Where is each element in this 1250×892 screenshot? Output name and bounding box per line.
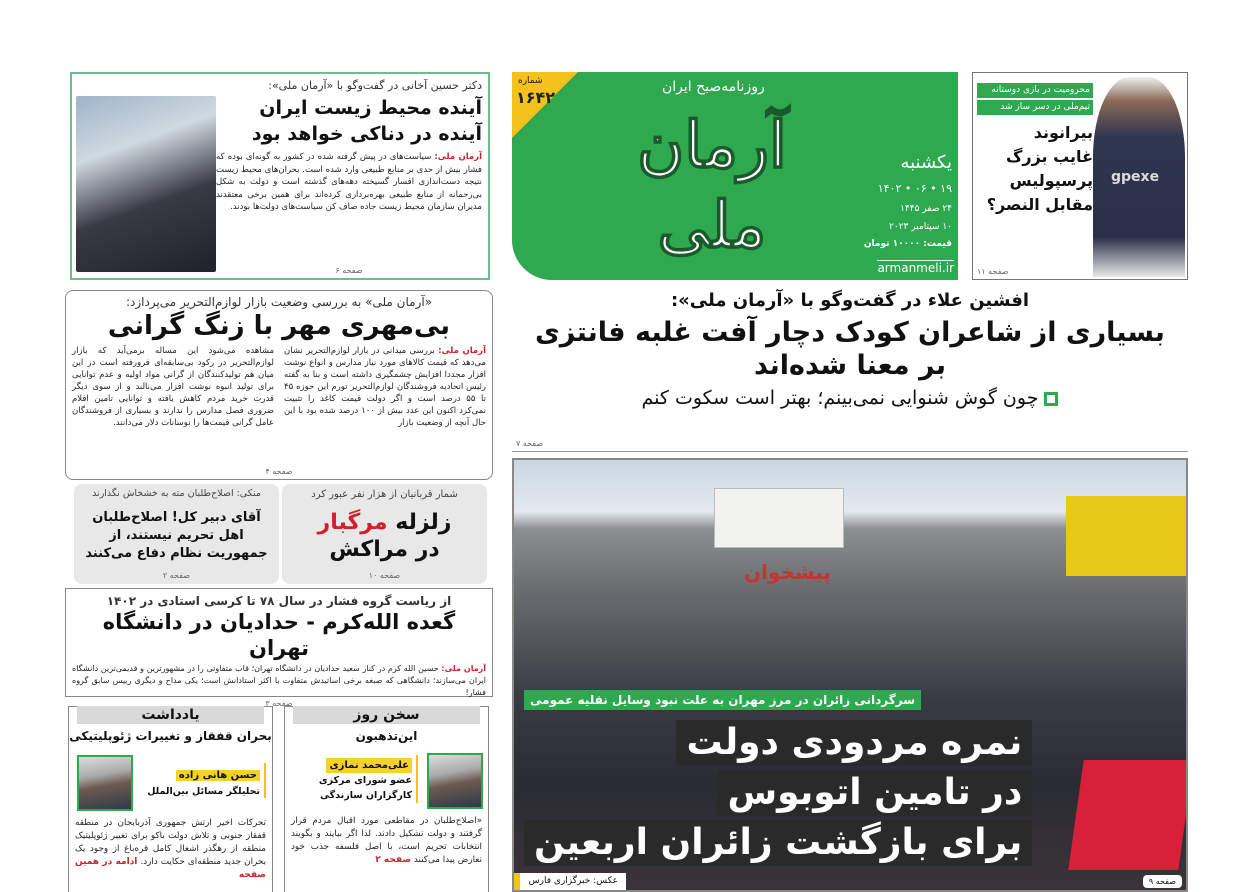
kicker: منکی: اصلاح‌طلبان مته به خشخاش نگذارند [92, 488, 261, 499]
page-ref[interactable]: صفحه ۲ [162, 571, 191, 580]
subhead: چون گوش شنوایی نمی‌بینم؛ بهتر است سکوت کنم [641, 387, 1039, 409]
morocco-quake-box[interactable] [282, 484, 487, 584]
page-ref[interactable]: صفحه ۱۱ [977, 267, 1009, 276]
beiranvand-box[interactable] [972, 72, 1188, 280]
title[interactable]: این‌تذهبون [355, 729, 418, 743]
photo-tag: سرگردانی زائران در مرز مهران به علت نبود وسایل نقلیه عمومی [524, 690, 921, 710]
goalkeeper-photo [1093, 77, 1185, 277]
headline-line[interactable]: بیرانوند [1033, 123, 1093, 142]
page-ref[interactable]: صفحه ۲ [375, 855, 412, 865]
source-label: آرمان ملی: [434, 152, 482, 162]
issue-label: شماره [518, 76, 543, 86]
headline-line[interactable]: در تامین اتوبوس [717, 770, 1032, 816]
kicker: «آرمان ملی» به بررسی وضعیت بازار لوازم‌التحریر می‌پردازد: [125, 295, 433, 309]
headline-line[interactable]: مقابل النصر؟ [986, 195, 1093, 214]
page-ref[interactable]: صفحه ۳ [265, 699, 293, 708]
author-photo [77, 755, 133, 811]
kicker: افشین علاء در گفت‌وگو با «آرمان ملی»: [670, 290, 1030, 311]
tag: محرومیت در بازی دوستانه [977, 83, 1093, 98]
quote-column[interactable] [284, 706, 489, 892]
headline-line[interactable]: برای بازگشت زائران اربعین [524, 820, 1032, 866]
square-bullet-icon [1044, 392, 1058, 406]
tagline: روزنامه‌صبح ایران [662, 79, 765, 95]
page-ref[interactable]: صفحه ۹ [1143, 875, 1182, 888]
page-ref[interactable]: صفحه ۱۰ [368, 571, 401, 580]
masthead-logo[interactable] [512, 72, 958, 280]
headline-part[interactable]: در مراکش [329, 537, 440, 562]
author-role: کارگزاران سازندگی [320, 790, 412, 801]
headline-line[interactable]: نمره مردودی دولت [676, 720, 1032, 766]
watermark: پیشخوان [744, 560, 831, 584]
date-solar: ۱۹ • ۰۶ • ۱۴۰۲ [877, 182, 952, 195]
main-headline[interactable]: بسیاری از شاعران کودک دچار آفت غلبه فانتزی بر معنا شده‌اند [535, 317, 1165, 381]
section-title: سخن روز [293, 706, 480, 724]
note-column[interactable] [68, 706, 273, 892]
author-role: عضو شورای مرکزی [318, 775, 412, 786]
kicker: دکتر حسین آخانی در گفت‌وگو با «آرمان ملی»: [268, 79, 482, 92]
title[interactable]: بحران قفقاز و تغییرات ژئوپلیتیکی [69, 729, 272, 743]
logo-wordmark: آرمان ملی [637, 108, 787, 263]
headline[interactable]: بی‌مهری مهر با زنگ گرانی [107, 311, 451, 341]
author-role: تحلیلگر مسائل بین‌الملل [147, 786, 260, 797]
stationery-story[interactable] [65, 290, 493, 480]
body-text: «اصلاح‌طلبان در مقاطعی مورد اقبال مردم قرار گرفتند و دولت تشکیل دادند. لذا اگر بیایند و بگویند انتخابات تحریم است، با اصل فلسفه جذب خود تعارض پیدا می‌کنند [291, 816, 482, 865]
headline-part[interactable]: زلزله [395, 510, 452, 535]
col1-text: بررسی میدانی در بازار لوازم‌التحریر نشان می‌دهد که قیمت کالاهای مورد نیاز مدارس و انواع نوشت افزار مجددا افزایش چشمگیری داشته است و بنا به گفته رئیس اتحادیه فروشندگان لوازم‌التحریر تورم این حوزه ۴۵ تا ۵۵ درصد است و اگر دولت قیمت کاغذ را تثبیت نمی‌کرد اکنون این عدد بیش از ۱۰۰ درصد شده بود با این حال آنچه از وضعیت بازار [284, 346, 486, 428]
date-gregorian: ۱۰ سپتامبر ۲۰۲۳ [889, 222, 952, 232]
author-photo [427, 753, 483, 809]
page-ref[interactable]: صفحه ۴ [265, 467, 293, 476]
university-story[interactable] [65, 588, 493, 708]
page-ref[interactable]: صفحه ۶ [335, 266, 363, 275]
weekday: یکشنبه [900, 152, 952, 173]
kicker: از ریاست گروه فشار در سال ۷۸ تا کرسی استادی در ۱۴۰۲ [106, 594, 452, 608]
kicker: شمار قربانیان از هزار نفر عبور کرد [311, 489, 458, 500]
jersey-sponsor: gpexe [1111, 169, 1160, 185]
continue-link[interactable]: ادامه در همین صفحه [75, 857, 266, 880]
headline[interactable]: آینده محیط زیست ایران آینده در دناکی خواهد بود [251, 97, 482, 145]
headline-red[interactable]: مرگبار [317, 510, 388, 535]
body-text: حسین الله کرم در کنار سعید حدادیان در دانشگاه تهران؛ قاب متفاوتی را در مشهورترین و قدیمی‌ترین دانشگاه ایران می‌سازند؛ دانشگاهی که صبغه برخی اساتیدش متفاوت با اکثر استادانش است؛ یکی مداح و دیگری رییس سابق گروه فشار! [72, 664, 486, 697]
issue-number: ۱۶۴۲ [516, 88, 556, 107]
body-text: سیاست‌های در پیش گرفته شده در کشور به گونه‌ای بوده که فشار بیش از حدی بر منابع طبیعی وارد شده است. بحران‌های محیط زیست نتیجه دست‌اندازی افسار گسیخته دهه‌های گذشته است و دولت به شکل بی‌رحمانه از منابع طبیعی بهره‌برداری کرده‌اند برای همین برخی معتقدند مدیران سازمان محیط زیست جاده صاف کن سیاست‌های دولت‌ها بودند. [216, 152, 482, 212]
source-label: آرمان ملی: [438, 346, 486, 356]
bus-shape [714, 488, 844, 548]
photo-credit: عکس: خبرگزاری فارس [514, 873, 626, 890]
red-barrier-shape [1068, 760, 1188, 870]
akhani-photo [76, 96, 216, 272]
yellow-bus-shape [1066, 496, 1186, 576]
headline-line[interactable]: غایب بزرگ [1005, 147, 1093, 166]
headline[interactable]: آقای دبیر کل! اصلاح‌طلبان اهل تحریم نیستند، از جمهوریت نظام دفاع می‌کنند [85, 509, 268, 561]
source-label: آرمان ملی: [441, 664, 487, 673]
akhani-interview-box[interactable] [70, 72, 490, 280]
author-name: حسن هانی زاده [176, 770, 260, 781]
author-name: علی‌محمد نمازی [326, 758, 412, 773]
body-text: تحرکات اخیر ارتش جمهوری آذربایجان در منطقه قفقاز جنوبی و تلاش دولت باکو برای تغییر ژئوپلیتیک منطقه از رهگذر اشغال کامل قره‌باغ از وجود یک بحران جدید منطقه‌ای حکایت دارد. [75, 818, 267, 867]
page-ref[interactable]: صفحه ۷ [516, 439, 544, 448]
date-hijri: ۲۴ صفر ۱۴۴۵ [900, 204, 952, 214]
headline[interactable]: گعده الله‌کرم - حدادیان در دانشگاه تهران [102, 610, 456, 660]
section-title: یادداشت [77, 706, 264, 724]
price: قیمت: ۱۰۰۰۰ تومان [863, 239, 952, 249]
website[interactable]: armanmeli.ir [877, 261, 954, 275]
arbaeen-photo-story[interactable] [512, 458, 1188, 892]
reformists-box[interactable] [74, 484, 279, 584]
headline-line[interactable]: پرسپولیس [1009, 171, 1093, 190]
col2-text: مشاهده می‌شود این مساله برمی‌آید که بازار لوازم‌التحریر در رکود بی‌سابقه‌ای فرورفته است در این میان هم تولیدکنندگان از گرانی مواد اولیه و عدم توانایی برای تولید انبوه نوشت افزار می‌نالند و از سوی دیگر قدرت خرید مردم کاهش یافته و توانایی تامین اقلام ضروری فصل مدارس را ندارند و بسیاری از فروشندگان عامل گرانی قیمت‌ها را نوسانات دلار می‌دانند. [72, 346, 274, 428]
tag: تیم‌ملی در دسر ساز شد [977, 100, 1093, 115]
main-story[interactable] [512, 288, 1188, 452]
